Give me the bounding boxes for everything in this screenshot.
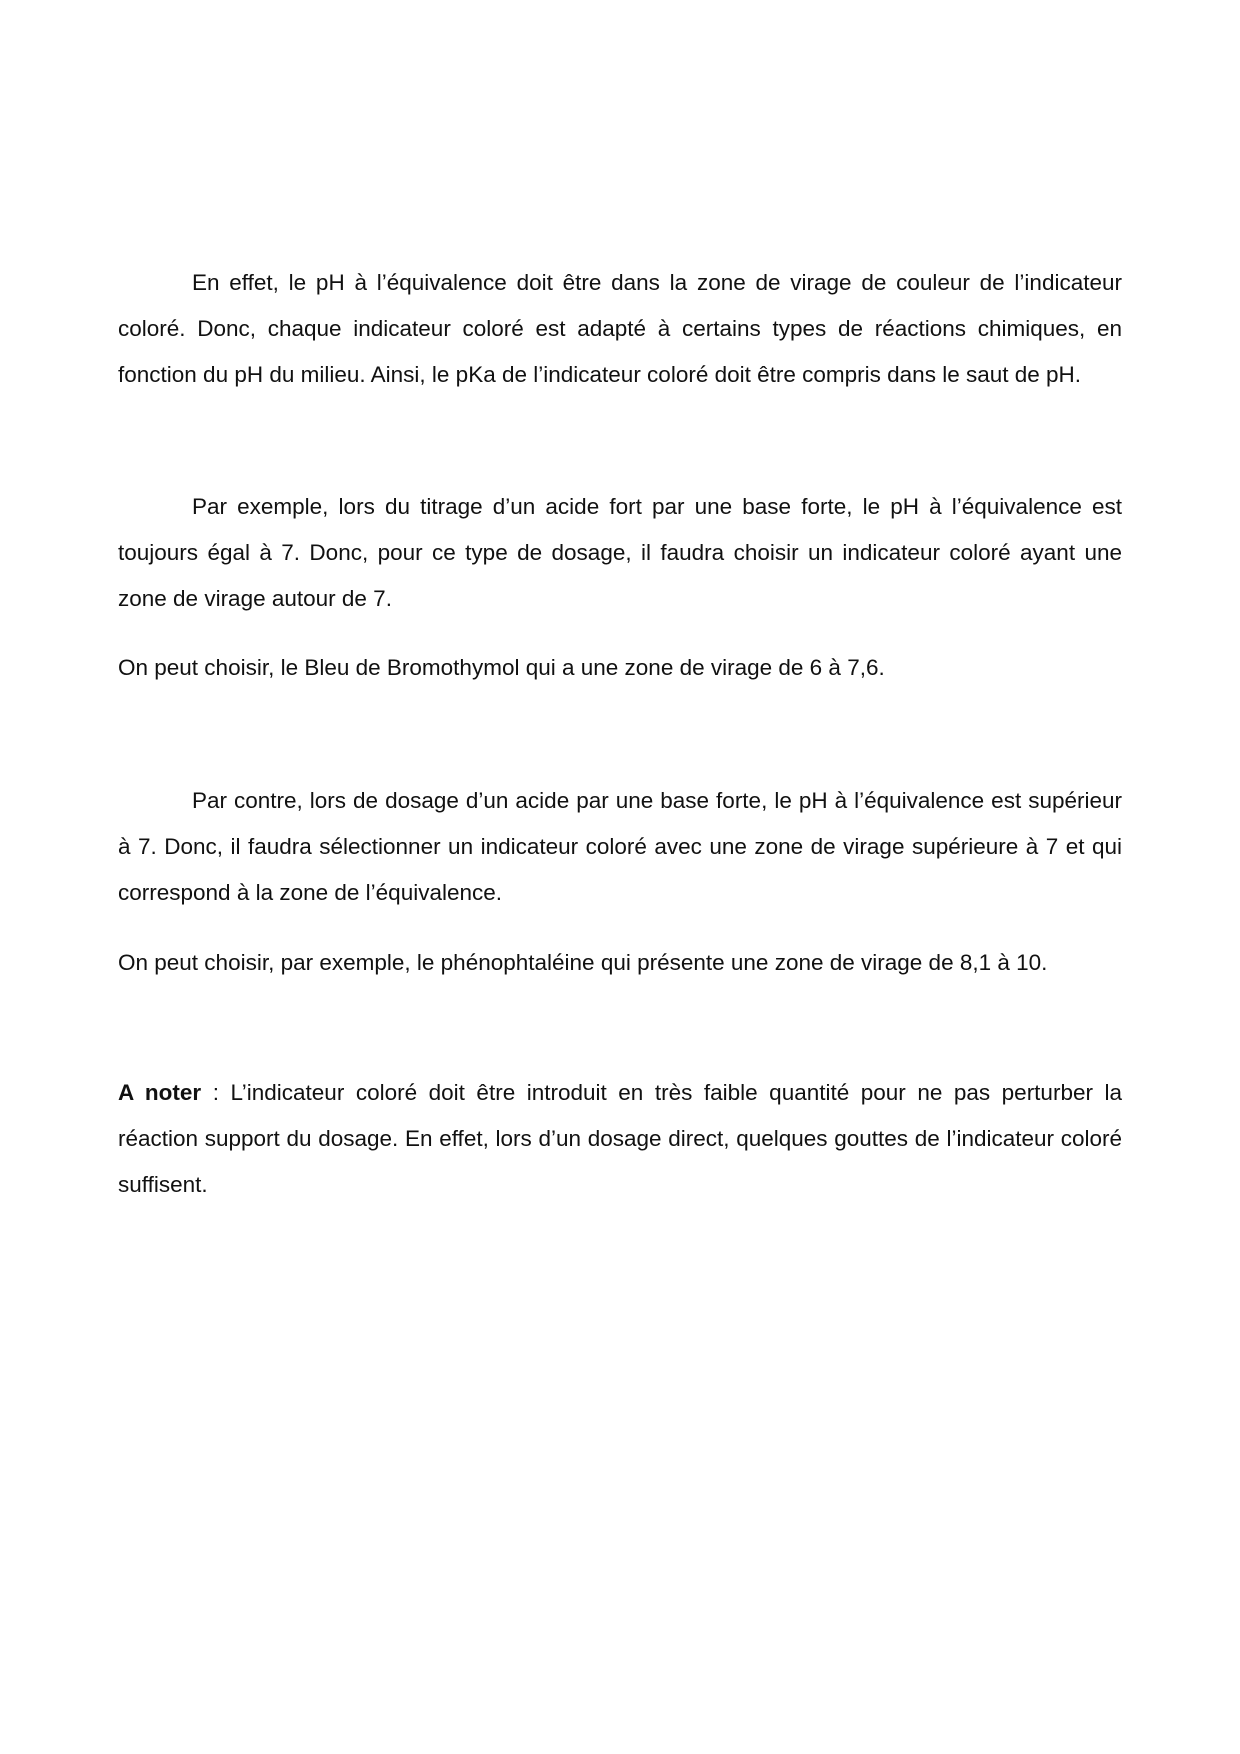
paragraph-weak-acid-example: Par contre, lors de dosage d’un acide par une base forte, le pH à l’équivalence est supérieur à 7. Donc, il faudra sélectionner un indicateur coloré avec une zone de virage supérieure à 7 et qui correspond à la zone de l’équivalence. bbox=[118, 788, 1122, 905]
paragraph-equivalence-zone: En effet, le pH à l’équivalence doit être dans la zone de virage de couleur de l’indicateur coloré. Donc, chaque indicateur coloré est adapté à certains types de réactions chimiques, en fonction du pH du milieu. Ainsi, le pKa de l’indicateur coloré doit être compris dans le saut de pH. bbox=[118, 270, 1122, 387]
paragraph-phenolphthalein-choice: On peut choisir, par exemple, le phénophtaléine qui présente une zone de virage de 8,1 à 10. bbox=[118, 950, 1048, 975]
paragraph-strong-acid-example: Par exemple, lors du titrage d’un acide fort par une base forte, le pH à l’équivalence est toujours égal à 7. Donc, pour ce type de dosage, il faudra choisir un indicateur coloré ayant une zone de virage autour de 7. bbox=[118, 494, 1122, 611]
paragraph-bromothymol-choice: On peut choisir, le Bleu de Bromothymol qui a une zone de virage de 6 à 7,6. bbox=[118, 655, 885, 680]
note-paragraph bbox=[118, 1070, 1122, 1208]
note-label: A noter bbox=[118, 1080, 202, 1105]
note-text: : L’indicateur coloré doit être introduit en très faible quantité pour ne pas perturber la réaction support du dosage. En effet, lors d’un dosage direct, quelques gouttes de l’indicateur coloré suffisent. bbox=[118, 1080, 1122, 1197]
